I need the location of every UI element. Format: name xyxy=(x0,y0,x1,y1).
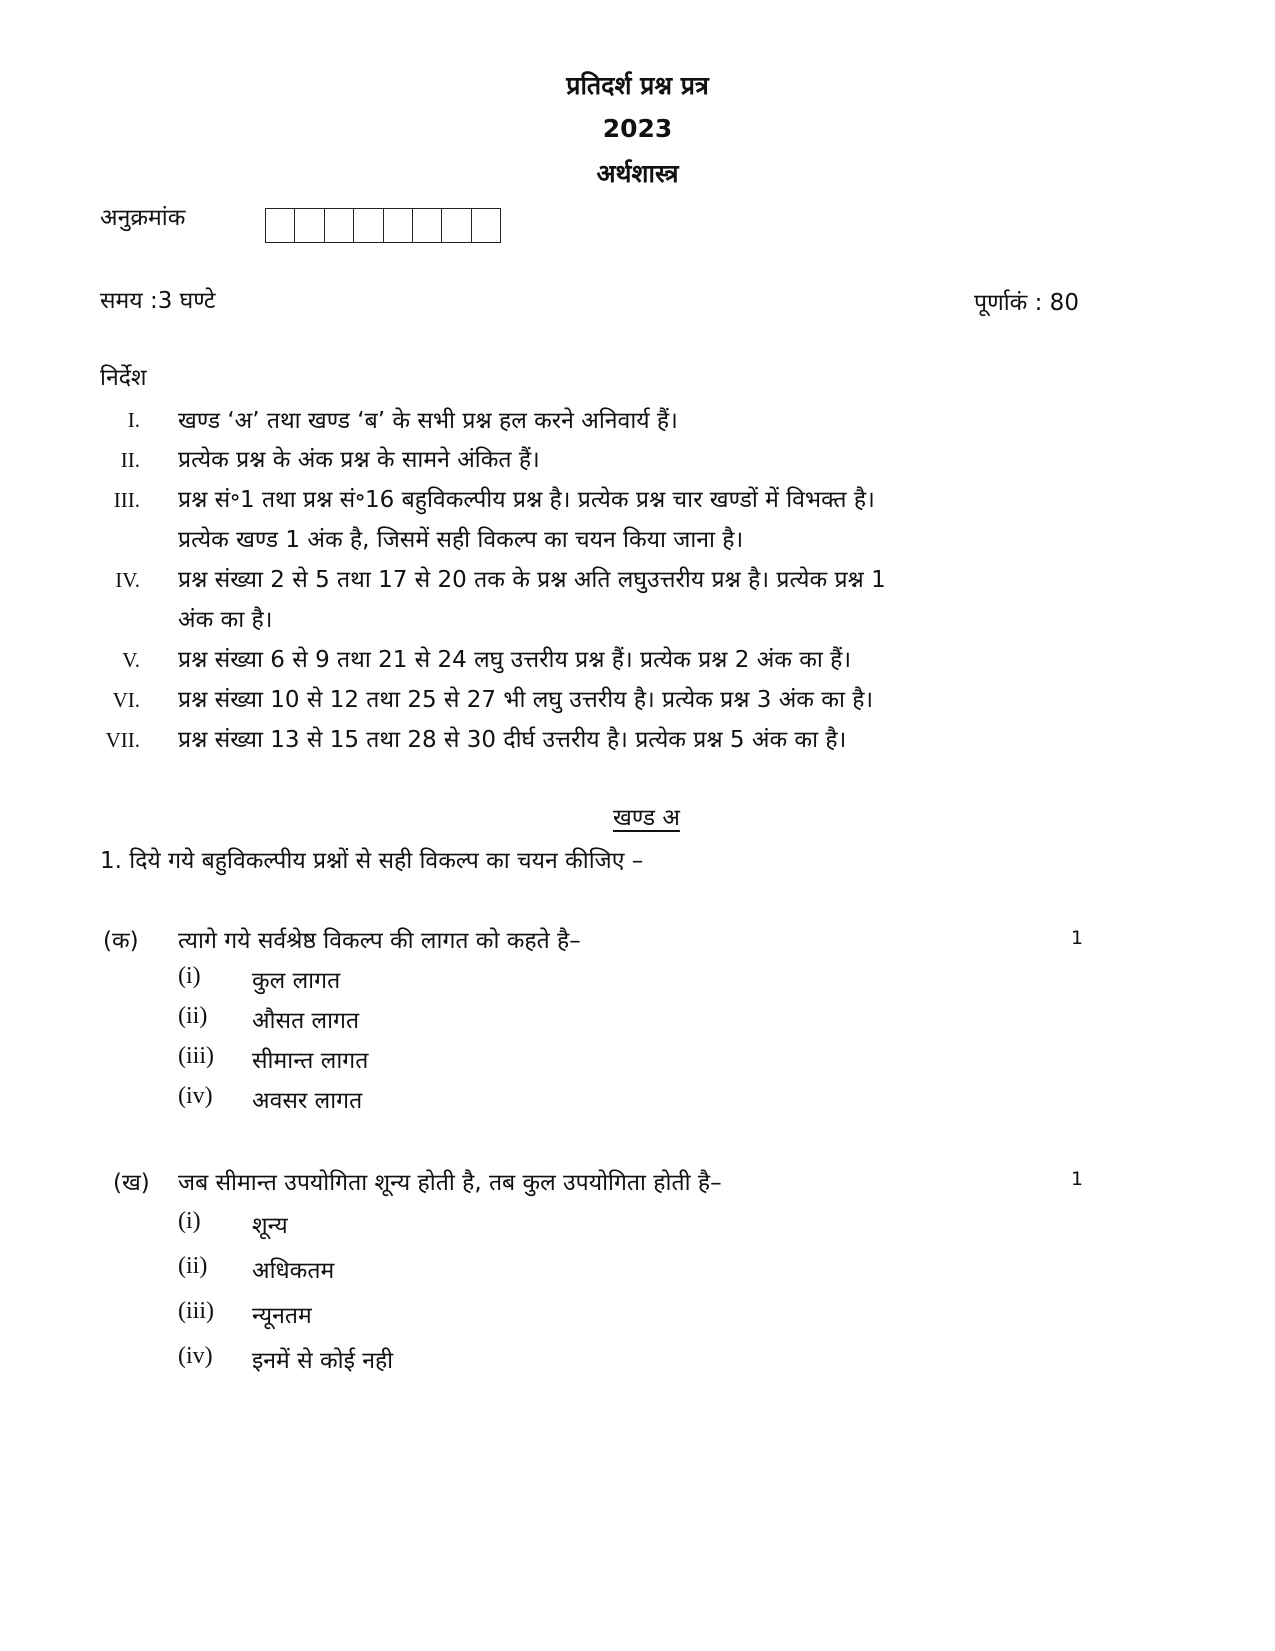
roll-digit-box[interactable] xyxy=(325,209,354,242)
question-part-label: (ख) xyxy=(113,1170,150,1196)
instruction-text: प्रत्येक खण्ड 1 अंक है, जिसमें सही विकल्प का चयन किया जाना है। xyxy=(178,527,744,553)
question-marks: 1 xyxy=(1071,927,1084,949)
instruction-number: VII. xyxy=(105,728,140,752)
max-marks: पूर्णाकं : 80 xyxy=(974,290,1079,316)
roll-digit-box[interactable] xyxy=(472,209,500,242)
instruction-text: अंक का है। xyxy=(178,607,273,633)
instruction-text: खण्ड ‘अ’ तथा खण्ड ‘ब’ के सभी प्रश्न हल करने अनिवार्य हैं। xyxy=(178,408,678,434)
roll-number-boxes[interactable] xyxy=(265,208,501,243)
paper-year: 2023 xyxy=(602,114,673,143)
instruction-number: I. xyxy=(127,408,140,432)
option-text: इनमें से कोई नही xyxy=(252,1348,394,1374)
option-number: (ii) xyxy=(178,1003,208,1029)
instruction-text: प्रश्न संख्या 10 से 12 तथा 25 से 27 भी लघु उत्तरीय है। प्रत्येक प्रश्न 3 अंक का है। xyxy=(178,687,874,713)
roll-digit-box[interactable] xyxy=(442,209,471,242)
option-text: न्यूनतम xyxy=(252,1303,312,1329)
question-part-text: त्यागे गये सर्वश्रेष्ठ विकल्प की लागत को कहते है– xyxy=(178,928,581,954)
question-part-text: जब सीमान्त उपयोगिता शून्य होती है, तब कुल उपयोगिता होती है– xyxy=(178,1170,722,1196)
option-number: (iv) xyxy=(178,1083,213,1109)
paper-subject: अर्थशास्त्र xyxy=(596,159,679,188)
time-duration: समय :3 घण्टे xyxy=(100,288,216,314)
roll-digit-box[interactable] xyxy=(354,209,383,242)
option-number: (iv) xyxy=(178,1343,213,1369)
instructions-heading: निर्देश xyxy=(100,365,147,391)
option-text: अधिकतम xyxy=(252,1258,335,1284)
option-number: (iii) xyxy=(178,1298,214,1324)
instruction-text: प्रश्न संख्या 6 से 9 तथा 21 से 24 लघु उत्तरीय प्रश्न हैं। प्रत्येक प्रश्न 2 अंक का हैं। xyxy=(178,647,852,673)
option-number: (i) xyxy=(178,1208,201,1234)
roll-digit-box[interactable] xyxy=(413,209,442,242)
roll-digit-box[interactable] xyxy=(384,209,413,242)
instruction-number: IV. xyxy=(115,568,140,592)
instruction-text: प्रश्न संख्या 2 से 5 तथा 17 से 20 तक के प्रश्न अति लघुउत्तरीय प्रश्न है। प्रत्येक प्रश्न 1 xyxy=(178,567,886,593)
roll-digit-box[interactable] xyxy=(295,209,324,242)
question-marks: 1 xyxy=(1071,1168,1084,1190)
option-number: (ii) xyxy=(178,1253,208,1279)
option-number: (iii) xyxy=(178,1043,214,1069)
instruction-text: प्रश्न संख्या 13 से 15 तथा 28 से 30 दीर्घ उत्तरीय है। प्रत्येक प्रश्न 5 अंक का है। xyxy=(178,727,847,753)
option-text: शून्य xyxy=(252,1213,288,1239)
section-a-heading: खण्ड अ xyxy=(613,805,680,831)
instruction-text: प्रत्येक प्रश्न के अंक प्रश्न के सामने अंकित हैं। xyxy=(178,447,540,473)
option-number: (i) xyxy=(178,963,201,989)
instruction-number: V. xyxy=(122,648,140,672)
question-1-text: 1. दिये गये बहुविकल्पीय प्रश्नों से सही विकल्प का चयन कीजिए – xyxy=(100,848,644,874)
option-text: अवसर लागत xyxy=(252,1088,363,1114)
option-text: कुल लागत xyxy=(252,968,341,994)
option-text: औसत लागत xyxy=(252,1008,360,1034)
instruction-number: VI. xyxy=(112,688,140,712)
paper-title: प्रतिदर्श प्रश्न प्रत्र xyxy=(566,71,709,100)
option-text: सीमान्त लागत xyxy=(252,1048,369,1074)
instruction-number: II. xyxy=(120,448,140,472)
roll-number-label: अनुक्रमांक xyxy=(100,205,186,231)
roll-digit-box[interactable] xyxy=(266,209,295,242)
question-part-label: (क) xyxy=(103,928,139,954)
instruction-number: III. xyxy=(113,488,140,512)
instruction-text: प्रश्न सं॰1 तथा प्रश्न सं॰16 बहुविकल्पीय प्रश्न है। प्रत्येक प्रश्न चार खण्डों में विभक्त है। xyxy=(178,487,875,513)
